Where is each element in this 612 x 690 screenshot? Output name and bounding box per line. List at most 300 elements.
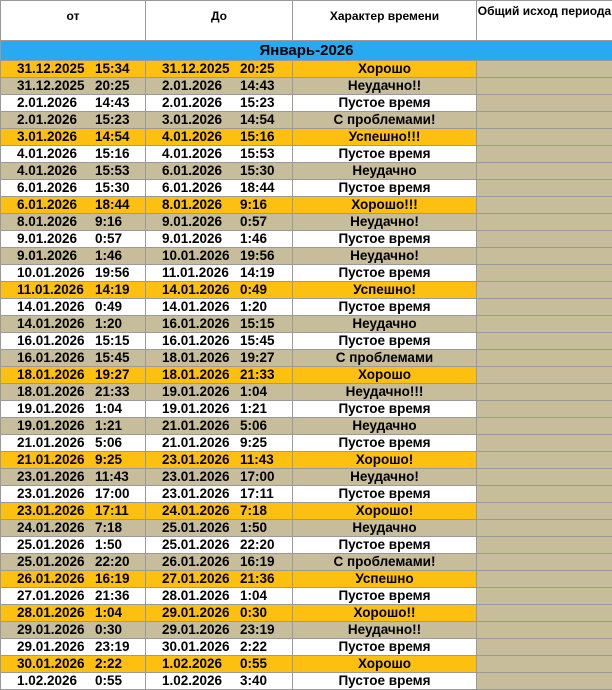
- from-time: 14:54: [95, 129, 130, 144]
- to-cell: [146, 146, 293, 163]
- character-cell: Хорошо: [293, 61, 477, 78]
- from-time: 15:15: [95, 333, 130, 348]
- from-cell: [1, 61, 146, 78]
- table-row: [1, 384, 612, 401]
- character-cell: Пустое время: [293, 95, 477, 112]
- from-cell: [1, 520, 146, 537]
- to-cell: [146, 129, 293, 146]
- from-date: 18.01.2026: [17, 367, 95, 383]
- to-date: 19.01.2026: [162, 401, 240, 417]
- table-row: [1, 129, 612, 146]
- outcome-cell: [477, 588, 612, 605]
- from-time: 7:18: [95, 520, 122, 535]
- to-date: 4.01.2026: [162, 129, 240, 145]
- outcome-cell: [477, 333, 612, 350]
- to-date: 18.01.2026: [162, 350, 240, 366]
- to-date: 23.01.2026: [162, 469, 240, 485]
- to-date: 14.01.2026: [162, 282, 240, 298]
- table-row: [1, 622, 612, 639]
- to-time: 1:46: [240, 231, 267, 246]
- from-cell: [1, 333, 146, 350]
- from-time: 18:44: [95, 197, 130, 212]
- outcome-cell: [477, 486, 612, 503]
- from-cell: [1, 265, 146, 282]
- to-date: 19.01.2026: [162, 384, 240, 400]
- from-time: 0:49: [95, 299, 122, 314]
- from-time: 0:30: [95, 622, 122, 637]
- from-date: 27.01.2026: [17, 588, 95, 604]
- column-header-character: Характер времени: [293, 1, 477, 41]
- character-cell: Пустое время: [293, 537, 477, 554]
- from-time: 17:00: [95, 486, 130, 501]
- table-row: [1, 333, 612, 350]
- character-cell: Пустое время: [293, 435, 477, 452]
- outcome-cell: [477, 418, 612, 435]
- column-header-from: от: [1, 1, 146, 41]
- to-cell: [146, 486, 293, 503]
- from-date: 14.01.2026: [17, 316, 95, 332]
- outcome-cell: [477, 469, 612, 486]
- to-date: 29.01.2026: [162, 622, 240, 638]
- from-date: 8.01.2026: [17, 214, 95, 230]
- from-date: 4.01.2026: [17, 146, 95, 162]
- table-row: [1, 316, 612, 333]
- to-time: 11:43: [240, 452, 274, 467]
- to-date: 26.01.2026: [162, 554, 240, 570]
- from-time: 21:33: [95, 384, 130, 399]
- from-cell: [1, 622, 146, 639]
- from-time: 15:30: [95, 180, 130, 195]
- table-row: [1, 435, 612, 452]
- outcome-cell: [477, 452, 612, 469]
- to-cell: [146, 248, 293, 265]
- outcome-cell: [477, 163, 612, 180]
- outcome-cell: [477, 401, 612, 418]
- to-cell: [146, 588, 293, 605]
- to-time: 19:56: [240, 248, 275, 263]
- to-time: 16:19: [240, 554, 275, 569]
- to-date: 24.01.2026: [162, 503, 240, 519]
- to-cell: [146, 554, 293, 571]
- character-cell: Успешно!: [293, 282, 477, 299]
- from-cell: [1, 248, 146, 265]
- from-date: 19.01.2026: [17, 401, 95, 417]
- table-row: [1, 112, 612, 129]
- outcome-cell: [477, 129, 612, 146]
- outcome-cell: [477, 61, 612, 78]
- to-cell: [146, 418, 293, 435]
- character-cell: Неудачно: [293, 316, 477, 333]
- from-time: 15:16: [95, 146, 130, 161]
- from-time: 19:56: [95, 265, 130, 280]
- from-cell: [1, 554, 146, 571]
- outcome-cell: [477, 622, 612, 639]
- from-date: 11.01.2026: [17, 282, 95, 298]
- from-date: 21.01.2026: [17, 452, 95, 468]
- to-date: 16.01.2026: [162, 333, 240, 349]
- table-row: [1, 78, 612, 95]
- table-row: [1, 554, 612, 571]
- table-row: [1, 503, 612, 520]
- character-cell: С проблемами!: [293, 112, 477, 129]
- to-cell: [146, 401, 293, 418]
- to-cell: [146, 503, 293, 520]
- character-cell: Пустое время: [293, 180, 477, 197]
- from-time: 15:53: [95, 163, 130, 178]
- from-time: 17:11: [95, 503, 129, 518]
- from-cell: [1, 214, 146, 231]
- to-date: 30.01.2026: [162, 639, 240, 655]
- from-date: 24.01.2026: [17, 520, 95, 536]
- from-time: 1:04: [95, 605, 122, 620]
- from-cell: [1, 503, 146, 520]
- to-date: 4.01.2026: [162, 146, 240, 162]
- to-cell: [146, 231, 293, 248]
- character-cell: Неудачно: [293, 520, 477, 537]
- from-cell: [1, 452, 146, 469]
- to-time: 3:40: [240, 673, 267, 688]
- to-time: 9:25: [240, 435, 267, 450]
- character-cell: Неудачно!!: [293, 622, 477, 639]
- to-cell: [146, 520, 293, 537]
- from-time: 9:25: [95, 452, 122, 467]
- from-date: 29.01.2026: [17, 622, 95, 638]
- outcome-cell: [477, 554, 612, 571]
- to-date: 23.01.2026: [162, 486, 240, 502]
- to-cell: [146, 622, 293, 639]
- from-time: 19:27: [95, 367, 130, 382]
- from-time: 15:23: [95, 112, 130, 127]
- from-date: 2.01.2026: [17, 95, 95, 111]
- character-cell: Неудачно: [293, 163, 477, 180]
- character-cell: Неудачно!: [293, 469, 477, 486]
- from-date: 14.01.2026: [17, 299, 95, 315]
- outcome-cell: [477, 656, 612, 673]
- to-date: 9.01.2026: [162, 231, 240, 247]
- from-date: 31.12.2025: [17, 78, 95, 94]
- to-date: 28.01.2026: [162, 588, 240, 604]
- from-date: 9.01.2026: [17, 248, 95, 264]
- to-date: 25.01.2026: [162, 520, 240, 536]
- to-time: 7:18: [240, 503, 267, 518]
- outcome-cell: [477, 214, 612, 231]
- to-date: 21.01.2026: [162, 435, 240, 451]
- table-row: [1, 656, 612, 673]
- from-date: 4.01.2026: [17, 163, 95, 179]
- outcome-cell: [477, 146, 612, 163]
- from-time: 15:34: [95, 61, 130, 76]
- from-date: 25.01.2026: [17, 554, 95, 570]
- character-cell: Пустое время: [293, 231, 477, 248]
- from-cell: [1, 367, 146, 384]
- to-time: 1:04: [240, 384, 267, 399]
- from-date: 21.01.2026: [17, 435, 95, 451]
- to-time: 9:16: [240, 197, 267, 212]
- character-cell: Пустое время: [293, 639, 477, 656]
- table-row: [1, 248, 612, 265]
- from-date: 26.01.2026: [17, 571, 95, 587]
- outcome-cell: [477, 350, 612, 367]
- outcome-cell: [477, 78, 612, 95]
- to-time: 23:19: [240, 622, 275, 637]
- from-time: 1:04: [95, 401, 122, 416]
- table-row: [1, 163, 612, 180]
- to-date: 1.02.2026: [162, 656, 240, 672]
- table-row: [1, 588, 612, 605]
- to-time: 18:44: [240, 180, 275, 195]
- from-time: 2:22: [95, 656, 122, 671]
- from-cell: [1, 163, 146, 180]
- to-cell: [146, 333, 293, 350]
- to-date: 8.01.2026: [162, 197, 240, 213]
- from-time: 16:19: [95, 571, 130, 586]
- to-cell: [146, 112, 293, 129]
- table-row: [1, 350, 612, 367]
- from-time: 0:57: [95, 231, 122, 246]
- to-date: 9.01.2026: [162, 214, 240, 230]
- to-date: 31.12.2025: [162, 61, 240, 77]
- to-cell: [146, 214, 293, 231]
- from-cell: [1, 656, 146, 673]
- to-cell: [146, 95, 293, 112]
- from-date: 1.02.2026: [17, 673, 95, 689]
- to-cell: [146, 78, 293, 95]
- from-date: 29.01.2026: [17, 639, 95, 655]
- to-date: 10.01.2026: [162, 248, 240, 264]
- from-date: 3.01.2026: [17, 129, 95, 145]
- character-cell: Хорошо!!: [293, 605, 477, 622]
- table-row: [1, 95, 612, 112]
- from-cell: [1, 486, 146, 503]
- from-date: 16.01.2026: [17, 333, 95, 349]
- to-time: 2:22: [240, 639, 267, 654]
- to-cell: [146, 639, 293, 656]
- to-date: 18.01.2026: [162, 367, 240, 383]
- outcome-cell: [477, 639, 612, 656]
- to-cell: [146, 265, 293, 282]
- from-time: 1:20: [95, 316, 122, 331]
- from-date: 31.12.2025: [17, 61, 95, 77]
- table-row: [1, 469, 612, 486]
- to-time: 15:23: [240, 95, 275, 110]
- from-cell: [1, 299, 146, 316]
- from-time: 1:46: [95, 248, 122, 263]
- from-cell: [1, 639, 146, 656]
- to-cell: [146, 61, 293, 78]
- to-time: 14:54: [240, 112, 275, 127]
- to-cell: [146, 197, 293, 214]
- to-cell: [146, 384, 293, 401]
- character-cell: Успешно: [293, 571, 477, 588]
- to-date: 1.02.2026: [162, 673, 240, 689]
- to-cell: [146, 367, 293, 384]
- from-date: 23.01.2026: [17, 486, 95, 502]
- character-cell: С проблемами: [293, 350, 477, 367]
- table-row: [1, 537, 612, 554]
- from-time: 9:16: [95, 214, 122, 229]
- from-date: 9.01.2026: [17, 231, 95, 247]
- outcome-cell: [477, 299, 612, 316]
- to-cell: [146, 656, 293, 673]
- table-row: [1, 197, 612, 214]
- outcome-cell: [477, 571, 612, 588]
- column-header-to: До: [146, 1, 293, 41]
- table-row: [1, 61, 612, 78]
- outcome-cell: [477, 367, 612, 384]
- outcome-cell: [477, 112, 612, 129]
- character-cell: Неудачно!: [293, 214, 477, 231]
- from-cell: [1, 78, 146, 95]
- character-cell: Хорошо!!!: [293, 197, 477, 214]
- character-cell: Хорошо: [293, 367, 477, 384]
- outcome-cell: [477, 180, 612, 197]
- to-time: 1:21: [240, 401, 267, 416]
- from-cell: [1, 418, 146, 435]
- from-cell: [1, 316, 146, 333]
- to-time: 17:00: [240, 469, 275, 484]
- to-cell: [146, 537, 293, 554]
- table-row: [1, 571, 612, 588]
- to-cell: [146, 350, 293, 367]
- to-date: 2.01.2026: [162, 78, 240, 94]
- to-cell: [146, 163, 293, 180]
- character-cell: Пустое время: [293, 588, 477, 605]
- from-cell: [1, 537, 146, 554]
- table-row: [1, 452, 612, 469]
- from-time: 22:20: [95, 554, 130, 569]
- header-row: [1, 1, 612, 41]
- from-date: 6.01.2026: [17, 180, 95, 196]
- outcome-cell: [477, 231, 612, 248]
- from-cell: [1, 571, 146, 588]
- to-time: 22:20: [240, 537, 275, 552]
- to-time: 21:33: [240, 367, 275, 382]
- from-date: 18.01.2026: [17, 384, 95, 400]
- to-cell: [146, 571, 293, 588]
- character-cell: Пустое время: [293, 401, 477, 418]
- table-row: [1, 486, 612, 503]
- from-time: 0:55: [95, 673, 122, 688]
- to-time: 1:20: [240, 299, 267, 314]
- outcome-cell: [477, 265, 612, 282]
- to-cell: [146, 605, 293, 622]
- from-cell: [1, 95, 146, 112]
- from-cell: [1, 588, 146, 605]
- from-date: 19.01.2026: [17, 418, 95, 434]
- to-cell: [146, 316, 293, 333]
- to-time: 17:11: [240, 486, 274, 501]
- outcome-cell: [477, 248, 612, 265]
- to-time: 15:53: [240, 146, 275, 161]
- character-cell: Хорошо!: [293, 503, 477, 520]
- from-cell: [1, 605, 146, 622]
- table-row: [1, 282, 612, 299]
- table-row: [1, 146, 612, 163]
- from-date: 6.01.2026: [17, 197, 95, 213]
- from-date: 10.01.2026: [17, 265, 95, 281]
- from-date: 30.01.2026: [17, 656, 95, 672]
- to-time: 0:55: [240, 656, 267, 671]
- to-time: 1:04: [240, 588, 267, 603]
- to-time: 0:30: [240, 605, 267, 620]
- character-cell: Неудачно!!: [293, 78, 477, 95]
- to-time: 19:27: [240, 350, 275, 365]
- from-time: 11:43: [95, 469, 129, 484]
- to-time: 5:06: [240, 418, 267, 433]
- to-time: 15:45: [240, 333, 275, 348]
- to-time: 14:43: [240, 78, 275, 93]
- to-time: 14:19: [240, 265, 275, 280]
- from-cell: [1, 469, 146, 486]
- from-cell: [1, 350, 146, 367]
- table-row: [1, 231, 612, 248]
- from-cell: [1, 384, 146, 401]
- to-date: 16.01.2026: [162, 316, 240, 332]
- outcome-cell: [477, 435, 612, 452]
- to-time: 0:49: [240, 282, 267, 297]
- outcome-cell: [477, 95, 612, 112]
- outcome-cell: [477, 605, 612, 622]
- to-time: 20:25: [240, 61, 275, 76]
- to-date: 3.01.2026: [162, 112, 240, 128]
- table-row: [1, 299, 612, 316]
- to-date: 6.01.2026: [162, 163, 240, 179]
- to-time: 15:30: [240, 163, 275, 178]
- outcome-cell: [477, 282, 612, 299]
- to-time: 15:15: [240, 316, 275, 331]
- table-row: [1, 180, 612, 197]
- from-cell: [1, 401, 146, 418]
- to-time: 15:16: [240, 129, 275, 144]
- from-time: 5:06: [95, 435, 122, 450]
- character-cell: Пустое время: [293, 333, 477, 350]
- character-cell: Хорошо!: [293, 452, 477, 469]
- table-row: [1, 214, 612, 231]
- to-time: 21:36: [240, 571, 275, 586]
- from-cell: [1, 180, 146, 197]
- from-cell: [1, 129, 146, 146]
- from-cell: [1, 197, 146, 214]
- from-date: 23.01.2026: [17, 469, 95, 485]
- from-date: 28.01.2026: [17, 605, 95, 621]
- to-date: 25.01.2026: [162, 537, 240, 553]
- to-cell: [146, 299, 293, 316]
- outcome-cell: [477, 316, 612, 333]
- to-cell: [146, 435, 293, 452]
- from-cell: [1, 282, 146, 299]
- from-date: 25.01.2026: [17, 537, 95, 553]
- to-date: 27.01.2026: [162, 571, 240, 587]
- character-cell: Успешно!!!: [293, 129, 477, 146]
- outcome-cell: [477, 503, 612, 520]
- from-date: 23.01.2026: [17, 503, 95, 519]
- from-time: 14:43: [95, 95, 130, 110]
- to-cell: [146, 452, 293, 469]
- from-time: 21:36: [95, 588, 130, 603]
- to-time: 1:50: [240, 520, 267, 535]
- character-cell: Неудачно!: [293, 248, 477, 265]
- to-date: 29.01.2026: [162, 605, 240, 621]
- character-cell: Неудачно!!!: [293, 384, 477, 401]
- table-row: [1, 401, 612, 418]
- month-row: [1, 41, 612, 61]
- table-row: [1, 520, 612, 537]
- from-time: 14:19: [95, 282, 130, 297]
- from-time: 20:25: [95, 78, 130, 93]
- table-row: [1, 367, 612, 384]
- table-row: [1, 639, 612, 656]
- table-row: [1, 605, 612, 622]
